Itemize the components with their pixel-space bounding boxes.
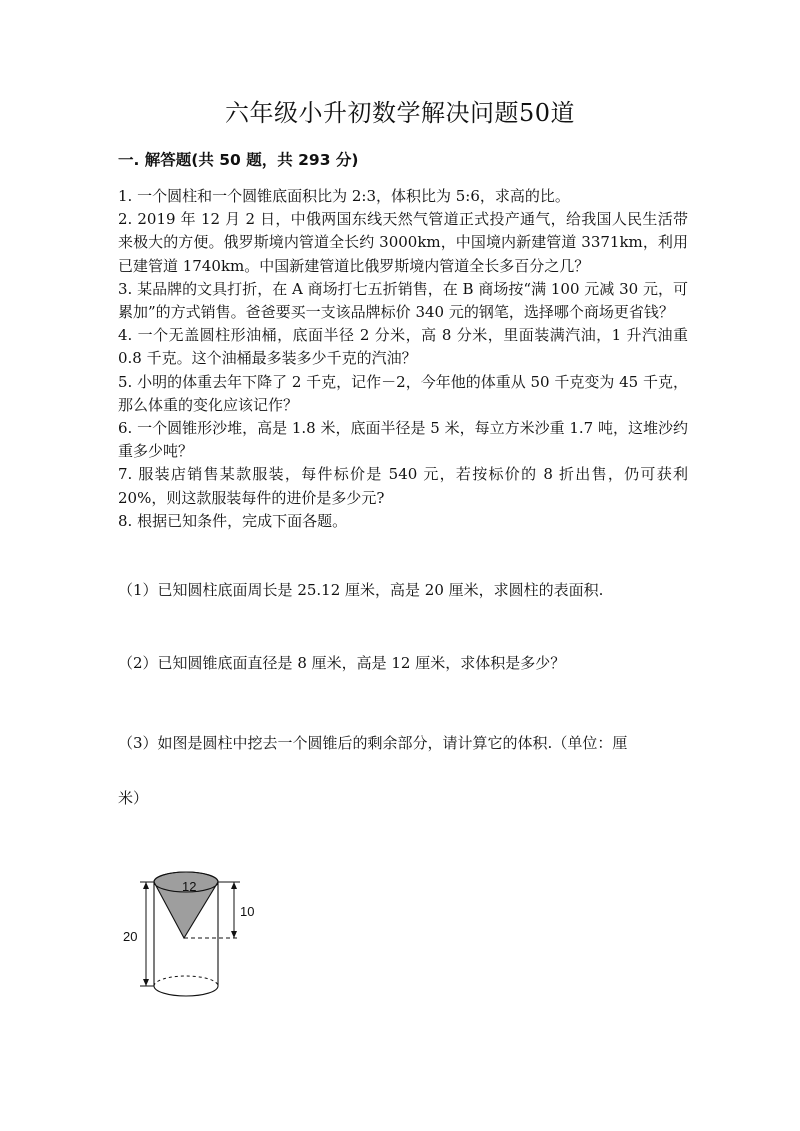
sub-question-3-continued: 米） bbox=[118, 789, 149, 807]
sub-question-1: （1）已知圆柱底面周长是 25.12 厘米，高是 20 厘米，求圆柱的表面积. bbox=[118, 581, 604, 599]
top-diameter-label: 12 bbox=[182, 879, 197, 894]
cylinder-height-arrow-bottom bbox=[143, 979, 149, 986]
cylinder-height-label: 20 bbox=[123, 929, 138, 944]
cone-height-label: 10 bbox=[240, 904, 255, 919]
section-heading: 一. 解答题(共 50 题，共 293 分) bbox=[118, 151, 359, 169]
cylinder-height-arrow-top bbox=[143, 882, 149, 889]
question-4: 4. 一个无盖圆柱形油桶，底面半径 2 分米，高 8 分米，里面装满汽油，1 升汽油重 0.8 千克。这个油桶最多装多少千克的汽油？ bbox=[118, 326, 688, 368]
question-5: 5. 小明的体重去年下降了 2 千克，记作－2，今年他的体重从 50 千克变为 45 千克，那么体重的变化应该记作？ bbox=[118, 372, 688, 414]
question-8: 8. 根据已知条件，完成下面各题。 bbox=[118, 511, 348, 530]
cylinder-bottom-back bbox=[154, 976, 218, 986]
sub-question-3: （3）如图是圆柱中挖去一个圆锥后的剩余部分，请计算它的体积.（单位：厘 bbox=[118, 734, 628, 752]
cone-height-arrow-top bbox=[231, 882, 237, 889]
question-3: 3. 某品牌的文具打折，在 A 商场打七五折销售，在 B 商场按“满 100 元减 30 元，可累加”的方式销售。爸爸要买一支该品牌标价 340 元的钢笔，选择哪个商场更省钱？ bbox=[118, 279, 688, 322]
question-6: 6. 一个圆锥形沙堆，高是 1.8 米，底面半径是 5 米，每立方米沙重 1.7 吨，这堆沙约重多少吨？ bbox=[118, 419, 688, 461]
sub-question-2: （2）已知圆锥底面直径是 8 厘米，高是 12 厘米，求体积是多少？ bbox=[118, 654, 566, 672]
question-7: 7. 服装店销售某款服装，每件标价是 540 元，若按标价的 8 折出售，仍可获利 20%，则这款服装每件的进价是多少元? bbox=[118, 465, 688, 507]
question-1: 1. 一个圆柱和一个圆锥底面积比为 2:3，体积比为 5:6，求高的比。 bbox=[118, 187, 570, 205]
cylinder-cone-figure bbox=[118, 862, 268, 1012]
cylinder-bottom-front bbox=[154, 986, 218, 996]
figure-svg bbox=[118, 862, 268, 1012]
cone-height-arrow-bottom bbox=[231, 931, 237, 938]
question-list bbox=[118, 185, 688, 533]
page-title: 六年级小升初数学解决问题50道 bbox=[224, 99, 576, 127]
question-2: 2. 2019 年 12 月 2 日，中俄两国东线天然气管道正式投产通气，给我国人民生活带来极大的方便。俄罗斯境内管道全长约 3000km，中国境内新建管道 3371km，利用已建管道 1740km。中国新建管道比俄罗斯境内管道全长多百分之几？ bbox=[118, 210, 688, 275]
